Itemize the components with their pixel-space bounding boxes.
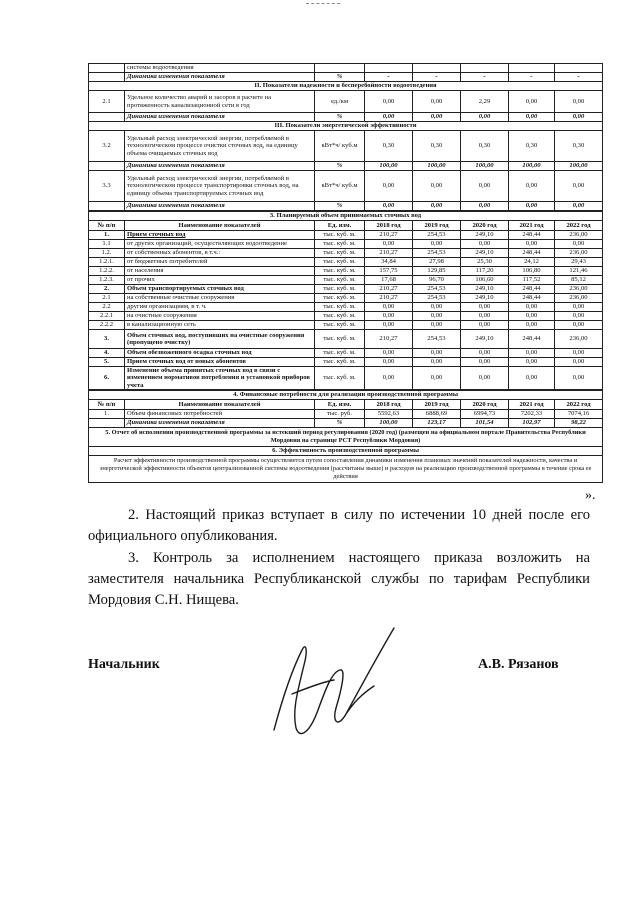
column-header: 2021 год bbox=[509, 399, 555, 409]
row-number: 3.2 bbox=[89, 131, 125, 162]
efficiency-text-text: Расчет эффективности производственной программы осуществляется путем сопоставления динамики изменения плановых значений показателей надежности, качества и энергетической эффективности объектов централизованной системы водоотведения (рассчитаны выше) и расходов на реализацию производственной программы в течение срока ее действия bbox=[89, 455, 603, 482]
column-header: Ед. изм. bbox=[315, 399, 365, 409]
row-value: 254,53 bbox=[413, 249, 461, 258]
row-value: 6888,69 bbox=[413, 409, 461, 418]
row-unit: % bbox=[315, 418, 365, 427]
row-number: 6. bbox=[89, 367, 125, 390]
row-value: 249,10 bbox=[461, 330, 509, 349]
row-unit: тыс. куб. м. bbox=[315, 358, 365, 367]
column-header: 2019 год bbox=[413, 399, 461, 409]
row-value: 248,44 bbox=[509, 249, 555, 258]
volume-title-text: 3. Планируемый объем принимаемых сточных вод bbox=[89, 212, 603, 221]
row-value: 0,00 bbox=[413, 202, 461, 211]
row-number: 1. bbox=[89, 409, 125, 418]
volume-row bbox=[89, 285, 603, 294]
row-value: 254,53 bbox=[413, 330, 461, 349]
row-value: 106,60 bbox=[461, 276, 509, 285]
row-number: 1.2. bbox=[89, 249, 125, 258]
row-number bbox=[89, 162, 125, 171]
row-value: 0,00 bbox=[509, 312, 555, 321]
row-value: 0,00 bbox=[509, 171, 555, 202]
row-value: 100,00 bbox=[365, 162, 413, 171]
row-value bbox=[555, 64, 603, 73]
column-header: 2019 год bbox=[413, 221, 461, 231]
row-value: 0,00 bbox=[509, 240, 555, 249]
row-number: 2.2.1 bbox=[89, 312, 125, 321]
row-value: 254,53 bbox=[413, 285, 461, 294]
row-value: 210,27 bbox=[365, 294, 413, 303]
row-unit: % bbox=[315, 113, 365, 122]
row-value: 0,00 bbox=[555, 367, 603, 390]
dynamics-row bbox=[89, 113, 603, 122]
row-unit: % bbox=[315, 162, 365, 171]
row-value: 0,00 bbox=[509, 321, 555, 330]
row-value: 0,00 bbox=[413, 91, 461, 113]
column-header: № п/п bbox=[89, 399, 125, 409]
volume-table bbox=[88, 211, 603, 390]
report-section-text: 5. Отчет об исполнении производственной программы за истекший период регулирования (2020 год) (размещен на официальном портале Правительства Республики Мордовия на странице РСТ Республики Мордовия) bbox=[89, 427, 603, 446]
column-header: Наименование показателей bbox=[125, 399, 315, 409]
row-unit: тыс. куб. м. bbox=[315, 312, 365, 321]
row-label: от собственных абонентов, в т.ч.: bbox=[125, 249, 315, 258]
row-value: 0,00 bbox=[365, 312, 413, 321]
row-value: 0,00 bbox=[555, 240, 603, 249]
row-number: 3. bbox=[89, 330, 125, 349]
section-header-reliability bbox=[89, 82, 603, 91]
row-value: 0,00 bbox=[509, 349, 555, 358]
row-value: - bbox=[365, 73, 413, 82]
row-value: 0,00 bbox=[461, 113, 509, 122]
row-value: 0,00 bbox=[555, 303, 603, 312]
scan-mark bbox=[306, 3, 340, 6]
row-value: 210,27 bbox=[365, 330, 413, 349]
row-value: 0,30 bbox=[555, 131, 603, 162]
row-value: 100,00 bbox=[365, 418, 413, 427]
column-header: 2020 год bbox=[461, 221, 509, 231]
row-label: от населения bbox=[125, 267, 315, 276]
row-unit: тыс. куб. м. bbox=[315, 276, 365, 285]
row-value: 0,00 bbox=[365, 367, 413, 390]
row-number: 1.1 bbox=[89, 240, 125, 249]
row-label: от бюджетных потребителей bbox=[125, 258, 315, 267]
row-value: 249,10 bbox=[461, 231, 509, 240]
row-value: 0,00 bbox=[365, 321, 413, 330]
row-number: 3.3 bbox=[89, 171, 125, 202]
row-value bbox=[509, 64, 555, 73]
row-label: Удельное количество аварий и засоров в расчете на протяженность канализационной сети в год bbox=[125, 91, 315, 113]
row-unit: тыс. куб. м. bbox=[315, 321, 365, 330]
dynamics-row bbox=[89, 202, 603, 211]
volume-row bbox=[89, 258, 603, 267]
row-label: Удельный расход электрической энергии, потребляемой в технологическом процессе транспортировки сточных вод, на единицу объема транспортируемых сточных вод bbox=[125, 171, 315, 202]
row-label: на очистные сооружения bbox=[125, 312, 315, 321]
row-unit: % bbox=[315, 202, 365, 211]
row-value: 236,00 bbox=[555, 231, 603, 240]
column-header: 2021 год bbox=[509, 221, 555, 231]
row-value: 0,00 bbox=[413, 367, 461, 390]
row-label: Объем финансовых потребностей bbox=[125, 409, 315, 418]
row-3-3 bbox=[89, 171, 603, 202]
row-value: 0,00 bbox=[413, 349, 461, 358]
row-label: от других организаций, осуществляющих водоотведение bbox=[125, 240, 315, 249]
row-label: на собственные очистные сооружения bbox=[125, 294, 315, 303]
volume-row bbox=[89, 240, 603, 249]
paragraph-effective-date: 2. Настоящий приказ вступает в силу по истечении 10 дней после его официального опубликования. bbox=[88, 507, 590, 544]
dynamics-row bbox=[89, 418, 603, 427]
row-value: 0,30 bbox=[461, 131, 509, 162]
column-header: 2018 год bbox=[365, 399, 413, 409]
volume-title bbox=[89, 212, 603, 221]
row-value: 117,20 bbox=[461, 267, 509, 276]
row-number: 1.2.1. bbox=[89, 258, 125, 267]
document-tables bbox=[88, 63, 602, 483]
row-label: Прием сточных вод bbox=[125, 231, 315, 240]
volume-row bbox=[89, 231, 603, 240]
row-value bbox=[461, 64, 509, 73]
row-unit: тыс. куб. м. bbox=[315, 349, 365, 358]
row-label: Удельный расход электрической энергии, потребляемой в технологическом процессе очистки сточных вод, на единицу объема очищаемых сточных вод bbox=[125, 131, 315, 162]
volume-row bbox=[89, 321, 603, 330]
finance-title bbox=[89, 390, 603, 399]
row-value: 0,00 bbox=[365, 358, 413, 367]
row-value: 102,97 bbox=[509, 418, 555, 427]
row-value: 249,10 bbox=[461, 294, 509, 303]
column-header: № п/п bbox=[89, 221, 125, 231]
row-water-system bbox=[89, 64, 603, 73]
row-value: 236,00 bbox=[555, 249, 603, 258]
row-value: 248,44 bbox=[509, 330, 555, 349]
row-2-1 bbox=[89, 91, 603, 113]
row-value: 101,54 bbox=[461, 418, 509, 427]
row-value: 0,30 bbox=[509, 131, 555, 162]
row-value: 129,85 bbox=[413, 267, 461, 276]
row-value: 85,12 bbox=[555, 276, 603, 285]
row-value: 236,00 bbox=[555, 285, 603, 294]
row-label: Динамика изменения показателя bbox=[125, 418, 315, 427]
handwritten-signature bbox=[262, 610, 412, 750]
row-unit: тыс. куб. м. bbox=[315, 294, 365, 303]
row-value: 249,10 bbox=[461, 249, 509, 258]
row-value: 0,00 bbox=[555, 202, 603, 211]
row-value: 0,00 bbox=[555, 321, 603, 330]
signatory-name: А.В. Рязанов bbox=[478, 657, 559, 672]
row-value: 98,22 bbox=[555, 418, 603, 427]
row-value: 210,27 bbox=[365, 231, 413, 240]
row-value: 0,00 bbox=[509, 91, 555, 113]
column-header: 2018 год bbox=[365, 221, 413, 231]
row-number: 1.2.2. bbox=[89, 267, 125, 276]
row-value: 0,00 bbox=[509, 358, 555, 367]
row-value: 236,00 bbox=[555, 294, 603, 303]
row-value: 0,00 bbox=[461, 349, 509, 358]
row-value: 0,00 bbox=[555, 358, 603, 367]
row-value: 123,17 bbox=[413, 418, 461, 427]
row-number: 4. bbox=[89, 349, 125, 358]
row-value: 34,84 bbox=[365, 258, 413, 267]
volume-row bbox=[89, 276, 603, 285]
row-value: 121,46 bbox=[555, 267, 603, 276]
row-value: 100,00 bbox=[509, 162, 555, 171]
row-value: 6994,73 bbox=[461, 409, 509, 418]
row-unit: % bbox=[315, 73, 365, 82]
row-value: 17,68 bbox=[365, 276, 413, 285]
row-value: 0,00 bbox=[461, 321, 509, 330]
row-value: 0,00 bbox=[509, 367, 555, 390]
row-value: 0,30 bbox=[413, 131, 461, 162]
row-number bbox=[89, 73, 125, 82]
row-value: - bbox=[413, 73, 461, 82]
row-value: 0,00 bbox=[365, 202, 413, 211]
row-label: Изменение объема принятых сточных вод в связи с изменением нормативов потребления и установкой приборов учета bbox=[125, 367, 315, 390]
indicators-table bbox=[88, 63, 603, 211]
finance-table bbox=[88, 390, 603, 483]
row-value: 0,00 bbox=[365, 349, 413, 358]
row-value: 249,10 bbox=[461, 285, 509, 294]
row-number: 1. bbox=[89, 231, 125, 240]
volume-header-row bbox=[89, 221, 603, 231]
row-label: Динамика изменения показателя bbox=[125, 113, 315, 122]
row-value: 0,00 bbox=[365, 303, 413, 312]
row-number: 2.2 bbox=[89, 303, 125, 312]
row-value bbox=[315, 64, 365, 73]
column-header: Наименование показателей bbox=[125, 221, 315, 231]
volume-row bbox=[89, 330, 603, 349]
row-value: 100,00 bbox=[555, 162, 603, 171]
section-header-energy bbox=[89, 122, 603, 131]
efficiency-title bbox=[89, 446, 603, 455]
row-number: 5. bbox=[89, 358, 125, 367]
section-header-reliability-text: II. Показатели надежности и бесперебойности водоотведения bbox=[89, 82, 603, 91]
volume-row bbox=[89, 267, 603, 276]
row-label: Динамика изменения показателя bbox=[125, 202, 315, 211]
row-value: 0,00 bbox=[461, 312, 509, 321]
row-value: 117,52 bbox=[509, 276, 555, 285]
volume-row bbox=[89, 294, 603, 303]
row-value: 0,00 bbox=[365, 113, 413, 122]
row-value: 0,00 bbox=[555, 171, 603, 202]
row-3-2 bbox=[89, 131, 603, 162]
row-label: Объем сточных вод, поступивших на очистные сооружения (пропущено очистку) bbox=[125, 330, 315, 349]
row-value: 5592,63 bbox=[365, 409, 413, 418]
row-value: 248,44 bbox=[509, 294, 555, 303]
row-value: 0,00 bbox=[413, 303, 461, 312]
column-header: Ед. изм. bbox=[315, 221, 365, 231]
row-value: 0,00 bbox=[413, 171, 461, 202]
paragraph-control: 3. Контроль за исполнением настоящего приказа возложить на заместителя начальника Республиканской службы по тарифам Республики Мордовия С.Н. Нищева. bbox=[88, 550, 590, 608]
volume-row bbox=[89, 349, 603, 358]
row-value: 0,00 bbox=[413, 113, 461, 122]
row-value: 0,00 bbox=[413, 321, 461, 330]
column-header: 2022 год bbox=[555, 399, 603, 409]
dynamics-row bbox=[89, 162, 603, 171]
row-label: Динамика изменения показателя bbox=[125, 162, 315, 171]
column-header: 2020 год bbox=[461, 399, 509, 409]
row-value: 29,43 bbox=[555, 258, 603, 267]
row-value: 100,00 bbox=[413, 162, 461, 171]
row-label: от прочих bbox=[125, 276, 315, 285]
dynamics-row bbox=[89, 73, 603, 82]
row-label: системы водоотведения bbox=[125, 64, 315, 73]
efficiency-text bbox=[89, 455, 603, 482]
row-value: 96,70 bbox=[413, 276, 461, 285]
row-unit: тыс. куб. м. bbox=[315, 330, 365, 349]
row-value bbox=[413, 64, 461, 73]
row-unit: тыс. куб. м. bbox=[315, 231, 365, 240]
row-unit: тыс. куб. м. bbox=[315, 367, 365, 390]
volume-row bbox=[89, 358, 603, 367]
row-label: другим организациям, в т. ч. bbox=[125, 303, 315, 312]
row-number bbox=[89, 202, 125, 211]
row-value: 0,00 bbox=[365, 171, 413, 202]
finance-header-row bbox=[89, 399, 603, 409]
row-value bbox=[365, 64, 413, 73]
row-value: 254,53 bbox=[413, 294, 461, 303]
row-value: 0,00 bbox=[461, 171, 509, 202]
row-value: 27,98 bbox=[413, 258, 461, 267]
row-label: Динамика изменения показателя bbox=[125, 73, 315, 82]
row-value: 24,12 bbox=[509, 258, 555, 267]
row-number bbox=[89, 113, 125, 122]
row-value: - bbox=[509, 73, 555, 82]
row-unit: тыс. куб. м. bbox=[315, 258, 365, 267]
row-unit: тыс. куб. м. bbox=[315, 240, 365, 249]
row-value: 248,44 bbox=[509, 231, 555, 240]
row-value: - bbox=[555, 73, 603, 82]
row-value: 0,00 bbox=[461, 303, 509, 312]
volume-row bbox=[89, 249, 603, 258]
row-number: 2.2.2 bbox=[89, 321, 125, 330]
row-value: 106,80 bbox=[509, 267, 555, 276]
row-value: 210,27 bbox=[365, 249, 413, 258]
column-header: 2022 год bbox=[555, 221, 603, 231]
row-value: 25,30 bbox=[461, 258, 509, 267]
row-unit: тыс. куб. м. bbox=[315, 303, 365, 312]
row-value: 0,00 bbox=[413, 240, 461, 249]
row-value: 0,00 bbox=[555, 91, 603, 113]
row-unit: кВт*ч/ куб.м bbox=[315, 171, 365, 202]
row-number: 1.2.3. bbox=[89, 276, 125, 285]
row-number: 2.1 bbox=[89, 91, 125, 113]
row-value: 0,00 bbox=[461, 358, 509, 367]
section-header-energy-text: III. Показатели энергетической эффективности bbox=[89, 122, 603, 131]
efficiency-title-text: 6. Эффективность производственной программы bbox=[89, 446, 603, 455]
row-value: 0,00 bbox=[509, 113, 555, 122]
row-label: Объем транспортируемых сточных вод bbox=[125, 285, 315, 294]
row-label: Объем обезвоженного осадка сточных вод bbox=[125, 349, 315, 358]
report-section bbox=[89, 427, 603, 446]
closing-quote: ». bbox=[585, 488, 596, 503]
row-value: 0,00 bbox=[555, 113, 603, 122]
row-value: 0,00 bbox=[555, 312, 603, 321]
row-value: 0,00 bbox=[509, 202, 555, 211]
row-value: 157,75 bbox=[365, 267, 413, 276]
row-value: 0,00 bbox=[413, 312, 461, 321]
row-value: - bbox=[461, 73, 509, 82]
row-value: 0,00 bbox=[461, 202, 509, 211]
row-value: 236,00 bbox=[555, 330, 603, 349]
row-value: 100,00 bbox=[461, 162, 509, 171]
row-value: 2,29 bbox=[461, 91, 509, 113]
row-value: 0,00 bbox=[413, 358, 461, 367]
row-value: 0,30 bbox=[365, 131, 413, 162]
row-value: 0,00 bbox=[461, 367, 509, 390]
finance-row bbox=[89, 409, 603, 418]
row-unit: тыс. куб. м. bbox=[315, 285, 365, 294]
row-value: 0,00 bbox=[509, 303, 555, 312]
row-value: 210,27 bbox=[365, 285, 413, 294]
signatory-title: Начальник bbox=[88, 657, 160, 672]
row-value: 0,00 bbox=[365, 240, 413, 249]
row-value: 254,53 bbox=[413, 231, 461, 240]
row-unit: тыс. куб. м. bbox=[315, 249, 365, 258]
row-unit: тыс. куб. м. bbox=[315, 267, 365, 276]
row-value: 7074,16 bbox=[555, 409, 603, 418]
row-label: Прием сточных вод от новых абонентов bbox=[125, 358, 315, 367]
row-value: 248,44 bbox=[509, 285, 555, 294]
row-value: 0,00 bbox=[365, 91, 413, 113]
row-number bbox=[89, 64, 125, 73]
row-value: 0,00 bbox=[555, 349, 603, 358]
volume-row bbox=[89, 367, 603, 390]
finance-title-text: 4. Финансовые потребности для реализации производственной программы bbox=[89, 390, 603, 399]
row-number: 2. bbox=[89, 285, 125, 294]
row-unit: кВт*ч/ куб.м bbox=[315, 131, 365, 162]
row-value: 7202,33 bbox=[509, 409, 555, 418]
row-number bbox=[89, 418, 125, 427]
row-label: в канализационную сеть bbox=[125, 321, 315, 330]
volume-row bbox=[89, 303, 603, 312]
row-value: 0,00 bbox=[461, 240, 509, 249]
row-unit: ед./км bbox=[315, 91, 365, 113]
volume-row bbox=[89, 312, 603, 321]
row-number: 2.1 bbox=[89, 294, 125, 303]
row-unit: тыс. руб. bbox=[315, 409, 365, 418]
